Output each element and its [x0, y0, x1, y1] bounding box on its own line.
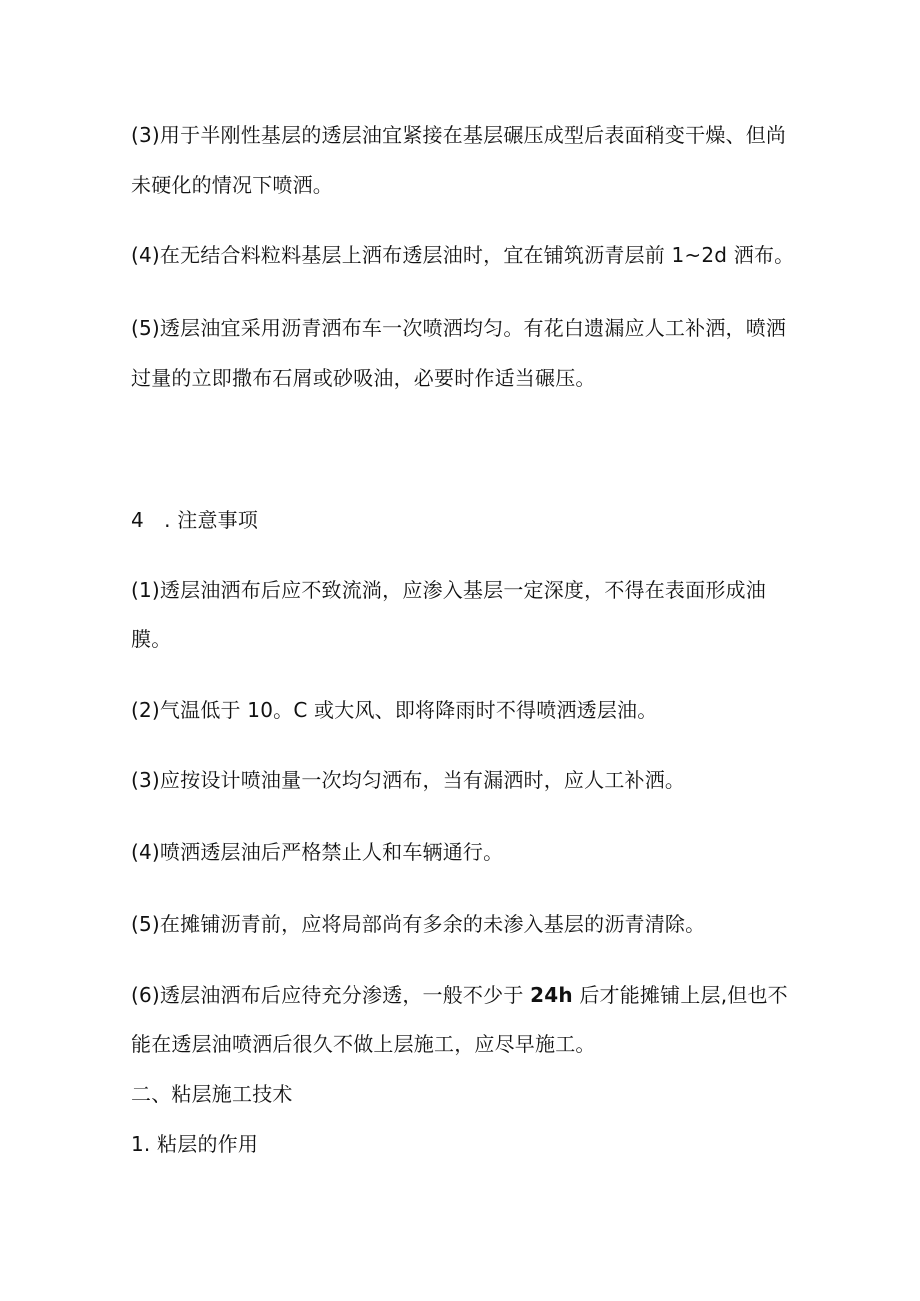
paragraph-3-line-1: (3)用于半刚性基层的透层油宜紧接在基层碾压成型后表面稍变干燥、但尚: [131, 123, 787, 147]
note-1-line-2: 膜。: [131, 627, 172, 651]
note-3: (3)应按设计喷油量一次均匀洒布，当有漏洒时，应人工补洒。: [131, 768, 686, 792]
note-4: (4)喷洒透层油后严格禁止人和车辆通行。: [131, 840, 504, 864]
paragraph-5-line-1: (5)透层油宜采用沥青洒布车一次喷洒均匀。有花白遗漏应人工补洒，喷洒: [131, 316, 787, 340]
note-2: (2)气温低于 10。C 或大风、即将降雨时不得喷洒透层油。: [131, 698, 658, 722]
note-6-text-start: (6)透层油洒布后应待充分渗透，一般不少于: [131, 983, 531, 1007]
paragraph-5-line-2: 过量的立即撒布石屑或砂吸油，必要时作适当碾压。: [131, 366, 596, 390]
chapter-2-heading: 二、粘层施工技术: [131, 1082, 293, 1106]
paragraph-3-line-2: 未硬化的情况下喷洒。: [131, 173, 333, 197]
paragraph-4: (4)在无结合料粒料基层上洒布透层油时，宜在铺筑沥青层前 1~2d 洒布。: [131, 243, 795, 267]
note-1-line-1: (1)透层油洒布后应不致流淌，应渗入基层一定深度，不得在表面形成油: [131, 578, 766, 602]
section-4-heading: 4 . 注意事项: [131, 508, 259, 532]
note-6-text-end: 后才能摊铺上层,但也不: [572, 983, 788, 1007]
note-6-line-1: [131, 981, 788, 1009]
note-5: (5)在摊铺沥青前，应将局部尚有多余的未渗入基层的沥青清除。: [131, 912, 706, 936]
note-6-line-2: 能在透层油喷洒后很久不做上层施工，应尽早施工。: [131, 1032, 596, 1056]
note-6-duration: 24h: [530, 983, 573, 1007]
chapter-2-subheading-1: 1. 粘层的作用: [131, 1132, 259, 1156]
